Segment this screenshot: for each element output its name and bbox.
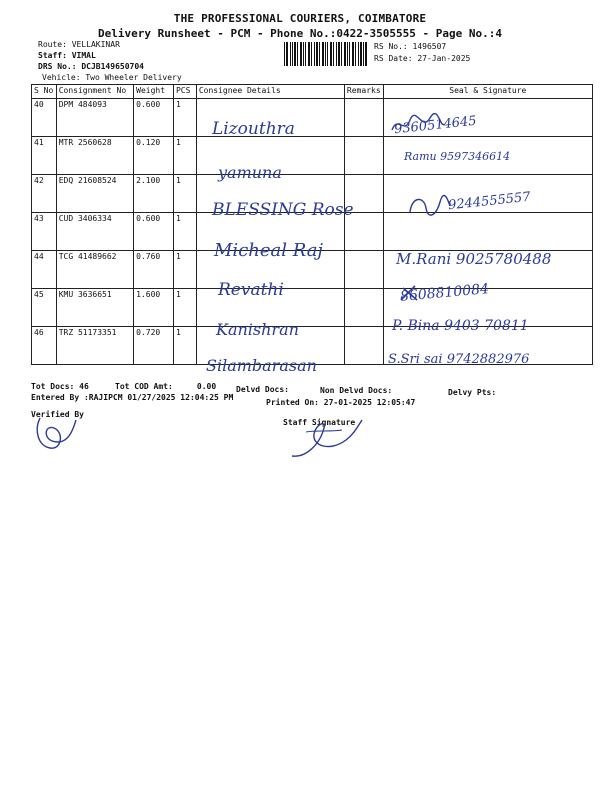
row-weight: 1.600: [134, 289, 174, 327]
handwritten-consignee: yamuna: [218, 163, 282, 182]
row-weight: 0.600: [134, 99, 174, 137]
rs-number: RS No.: 1496507: [374, 42, 447, 51]
col-pcs: PCS: [173, 85, 196, 99]
handwritten-consignee: Revathi: [218, 280, 284, 300]
row-sno: 40: [32, 99, 57, 137]
verified-by-label: Verified By: [31, 410, 84, 419]
drs-number: DRS No.: DCJB149650704: [38, 62, 144, 71]
table-header-row: [32, 85, 593, 99]
col-remarks: Remarks: [344, 85, 383, 99]
row-consignment: TRZ 51173351: [56, 327, 133, 365]
row-pcs: 1: [173, 137, 196, 175]
row-pcs: 1: [173, 289, 196, 327]
row-pcs: 1: [173, 213, 196, 251]
row-remarks: [344, 327, 383, 365]
printed-on: Printed On: 27-01-2025 12:05:47: [266, 398, 416, 407]
handwritten-signature: S.Sri sai 9742882976: [388, 352, 530, 367]
staff-signature: [286, 416, 366, 466]
row-weight: 2.100: [134, 175, 174, 213]
total-docs: Tot Docs: 46: [31, 382, 89, 391]
handwritten-signature: 9360514645: [393, 113, 478, 138]
col-seal: Seal & Signature: [383, 85, 592, 99]
vehicle-label: Vehicle: Two Wheeler Delivery: [42, 73, 182, 82]
row-sno: 45: [32, 289, 57, 327]
handwritten-signature: Ramu 9597346614: [404, 150, 511, 163]
entered-by: Entered By :RAJIPCM 01/27/2025 12:04:25 PM: [31, 393, 234, 402]
verifier-signature: [30, 412, 80, 454]
handwritten-consignee: BLESSING Rose: [212, 200, 354, 220]
row-pcs: 1: [173, 99, 196, 137]
col-sno: S No: [32, 85, 57, 99]
col-consignment: Consignment No: [56, 85, 133, 99]
row-remarks: [344, 251, 383, 289]
row-consignment: DPM 484093: [56, 99, 133, 137]
row-weight: 0.720: [134, 327, 174, 365]
handwritten-consignee: Silambarasan: [206, 356, 317, 375]
row-consignment: MTR 2560628: [56, 137, 133, 175]
row-consignment: CUD 3406334: [56, 213, 133, 251]
signature-scribble: [406, 190, 452, 220]
row-pcs: 1: [173, 251, 196, 289]
signature-scribble: [388, 110, 448, 140]
handwritten-consignee: Kanishran: [216, 320, 299, 339]
runsheet-subtitle: Delivery Runsheet - PCM - Phone No.:0422-3505555 - Page No.:4: [98, 27, 502, 40]
row-consignment: TCG 41489662: [56, 251, 133, 289]
row-weight: 0.600: [134, 213, 174, 251]
route-label: Route: VELLAKINAR: [38, 40, 120, 49]
handwritten-consignee: Micheal Raj: [214, 240, 324, 261]
handwritten-consignee: Lizouthra: [212, 119, 295, 139]
company-title: THE PROFESSIONAL COURIERS, COIMBATORE: [173, 12, 427, 25]
row-pcs: 1: [173, 327, 196, 365]
delivered-docs: Delvd Docs:: [236, 385, 289, 394]
row-sno: 43: [32, 213, 57, 251]
handwritten-signature: P. Bina 9403 70811: [392, 318, 529, 334]
non-delivered-docs: Non Delvd Docs:: [320, 386, 393, 395]
handwritten-signature: 8608810084: [399, 281, 490, 305]
col-weight: Weight: [134, 85, 174, 99]
staff-label: Staff: VIMAL: [38, 51, 96, 60]
row-weight: 0.760: [134, 251, 174, 289]
row-consignment: EDQ 21608524: [56, 175, 133, 213]
row-remarks: [344, 99, 383, 137]
row-sno: 41: [32, 137, 57, 175]
row-sno: 46: [32, 327, 57, 365]
table-row: [32, 99, 593, 137]
delivery-points: Delvy Pts:: [448, 388, 497, 397]
row-remarks: [344, 137, 383, 175]
staff-signature-label: Staff Signature: [283, 418, 356, 427]
row-sno: 44: [32, 251, 57, 289]
rs-date: RS Date: 27-Jan-2025: [374, 54, 471, 63]
row-pcs: 1: [173, 175, 196, 213]
row-sno: 42: [32, 175, 57, 213]
handwritten-signature: M.Rani 9025780488: [396, 250, 552, 268]
handwritten-signature: 9244555557: [447, 189, 532, 214]
col-consignee: Consignee Details: [196, 85, 344, 99]
row-consignment: KMU 3636651: [56, 289, 133, 327]
row-remarks: [344, 289, 383, 327]
row-weight: 0.120: [134, 137, 174, 175]
barcode: [283, 41, 368, 67]
signature-scribble: [397, 282, 421, 306]
total-cod: Tot COD Amt: 0.00: [115, 382, 217, 391]
